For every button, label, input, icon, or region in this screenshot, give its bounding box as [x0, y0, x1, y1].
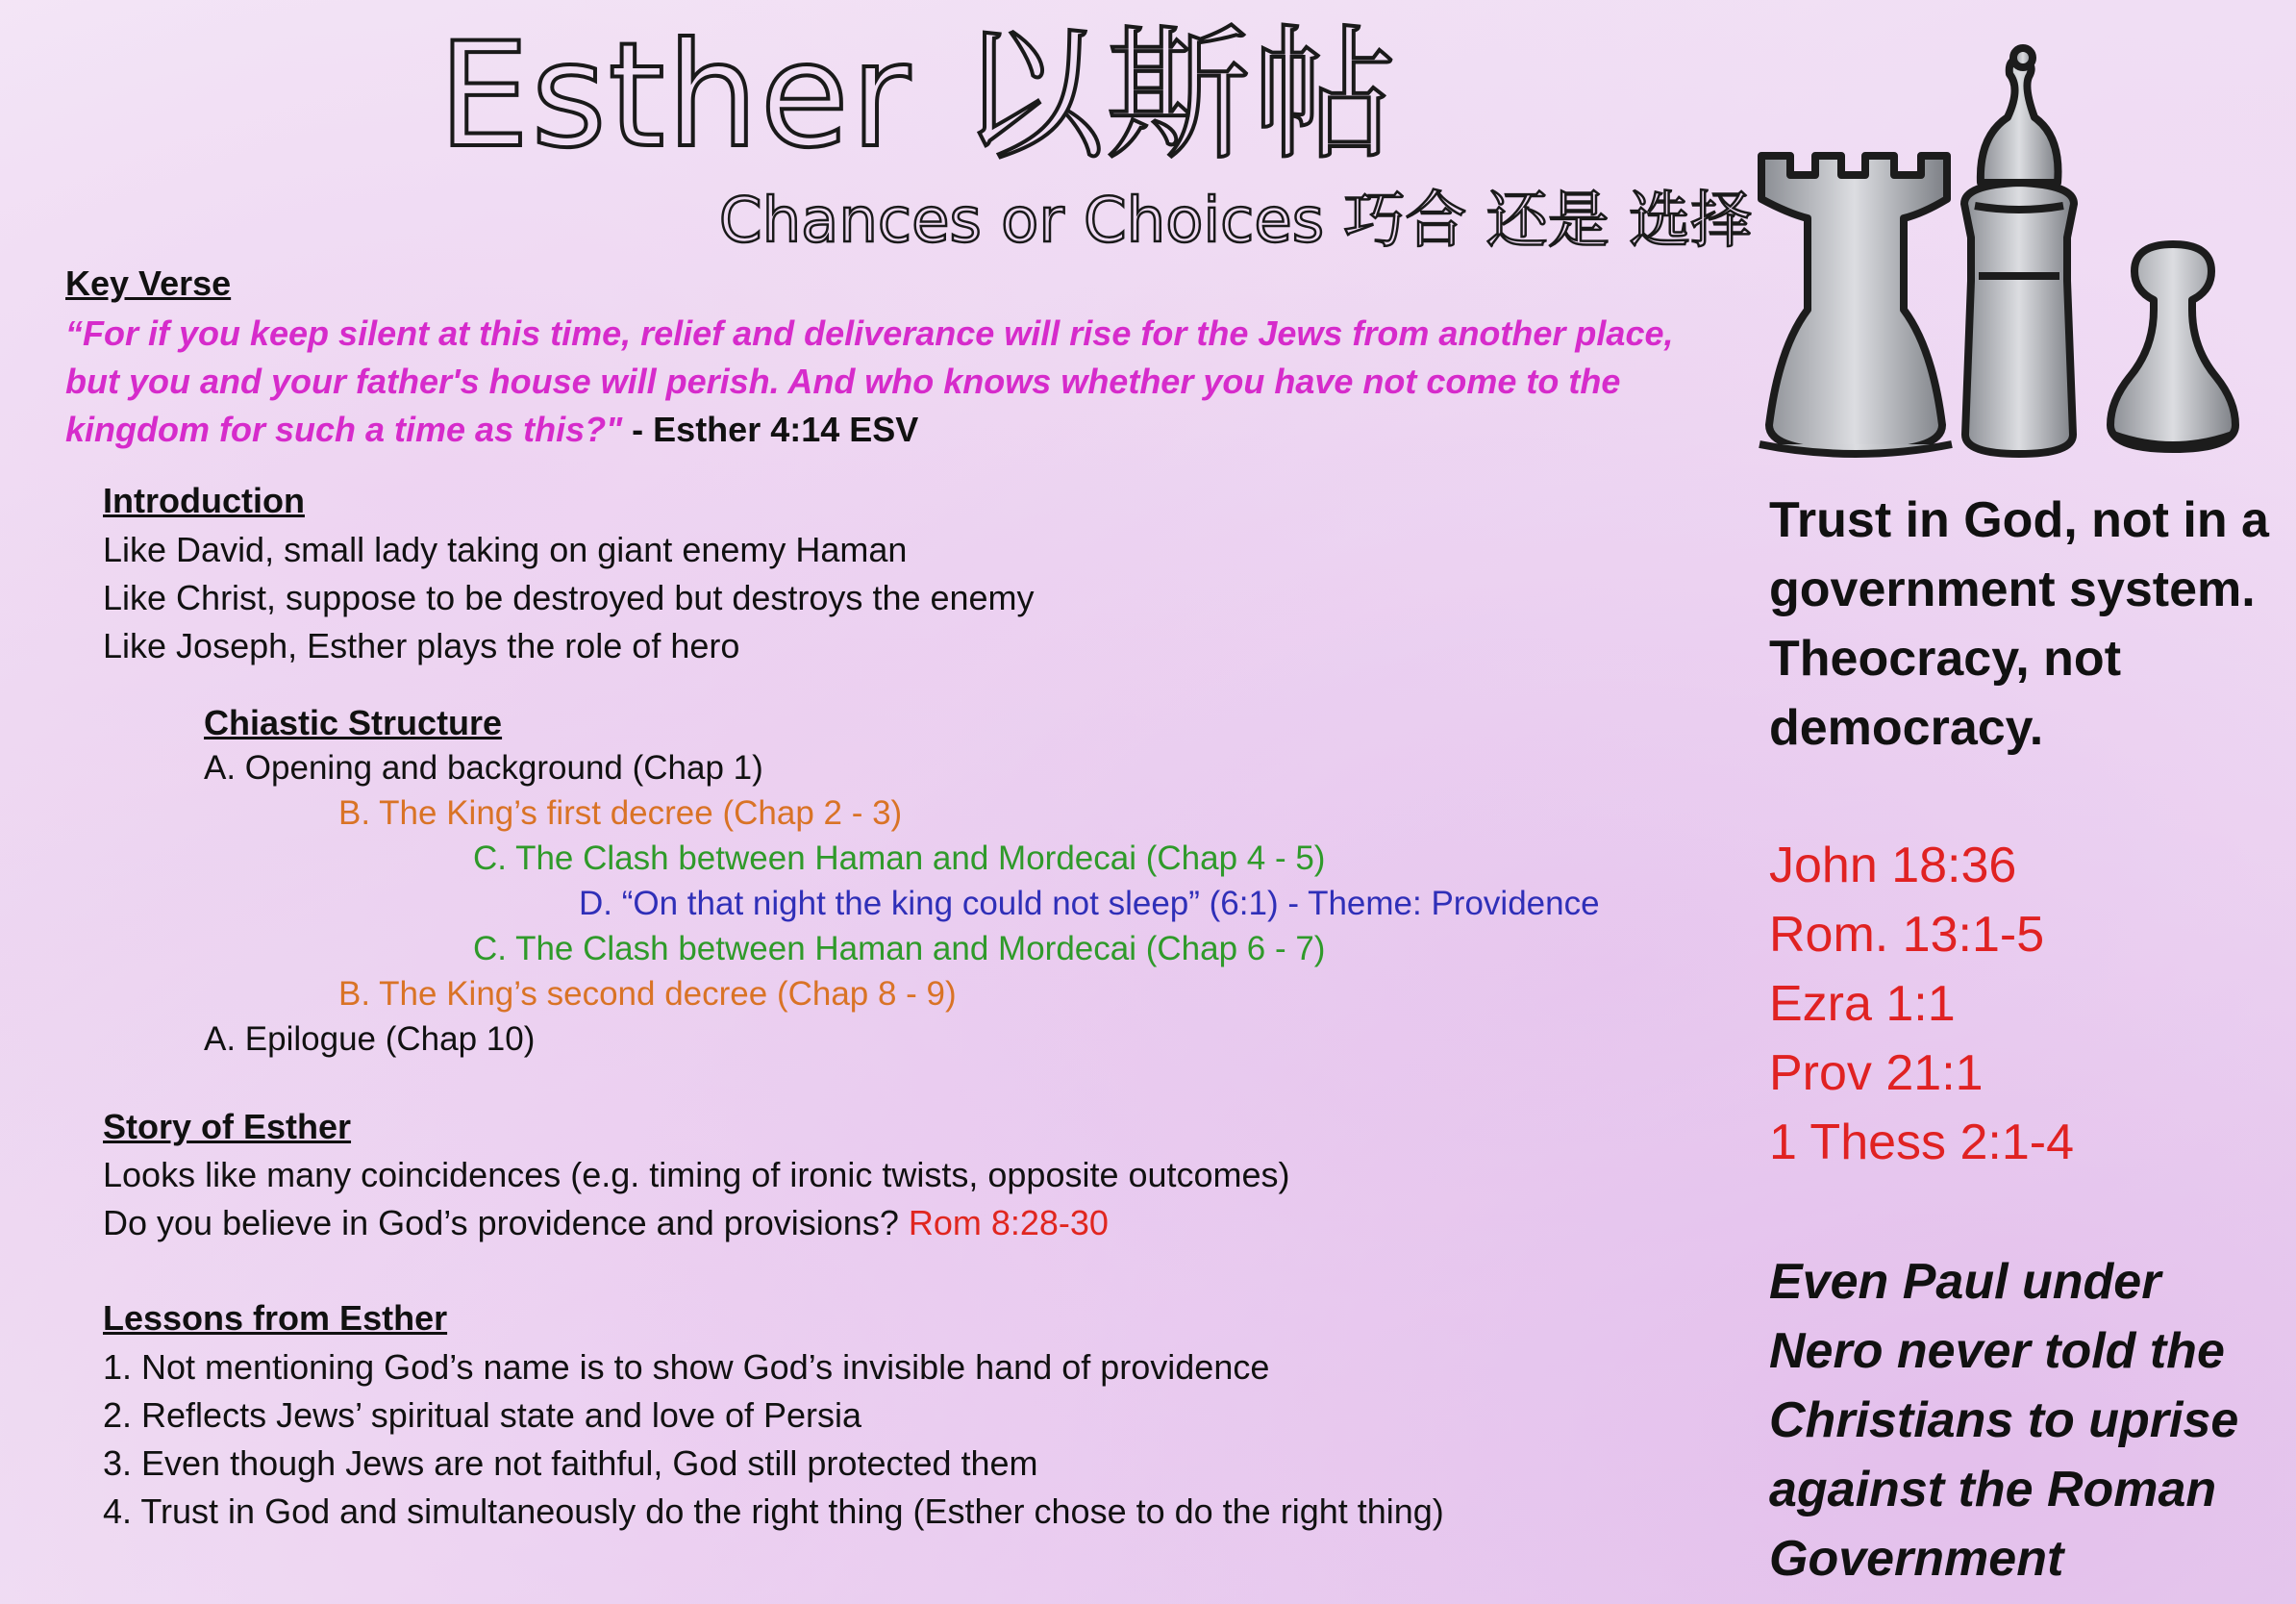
sidebar-closing-line: Government: [1769, 1531, 2064, 1587]
chiastic-item-b-first: B. The King’s first decree (Chap 2 - 3): [338, 794, 903, 832]
key-verse-heading: Key Verse: [65, 263, 232, 303]
lesson-item: 4. Trust in God and simultaneously do the right thing (Esther chose to do the right thing): [103, 1491, 1444, 1531]
sidebar-reference: 1 Thess 2:1-4: [1769, 1115, 2075, 1170]
sidebar-statement-line: democracy.: [1769, 700, 2044, 756]
sidebar-closing-line: Christians to uprise: [1769, 1392, 2239, 1448]
chiastic-item-d-center: D. “On that night the king could not sleep” (6:1) - Theme: Providence: [579, 885, 1600, 922]
chiastic-item-c-first: C. The Clash between Haman and Mordecai (Chap 4 - 5): [473, 840, 1326, 877]
sidebar-statement-line: Theocracy, not: [1769, 631, 2122, 687]
chiastic-heading: Chiastic Structure: [204, 703, 503, 742]
lessons-heading: Lessons from Esther: [103, 1298, 448, 1338]
sidebar-closing-line: Even Paul under: [1769, 1254, 2161, 1310]
chiastic-item-a-close: A. Epilogue (Chap 10): [204, 1020, 536, 1058]
sidebar-statement-line: Trust in God, not in a: [1769, 492, 2269, 548]
sidebar-reference: Prov 21:1: [1769, 1045, 1984, 1101]
sidebar-reference: Ezra 1:1: [1769, 976, 1956, 1032]
story-line: Looks like many coincidences (e.g. timing of ironic twists, opposite outcomes): [103, 1155, 1290, 1194]
lesson-item: 2. Reflects Jews’ spiritual state and love of Persia: [103, 1395, 862, 1435]
key-verse-quote: “For if you keep silent at this time, relief and deliverance will rise for the Jews from another place, but you and your father's house will perish. And who knows whether you have not come to the kingdom for such a time as this?": [65, 313, 1674, 449]
introduction-line: Like Christ, suppose to be destroyed but destroys the enemy: [103, 578, 1035, 617]
page-subtitle: Chances or Choices 巧合 还是 选择: [718, 186, 1753, 257]
story-reference: Rom 8:28-30: [908, 1203, 1109, 1242]
sidebar-reference: John 18:36: [1769, 838, 2017, 893]
page-title: Esther 以斯帖: [437, 13, 1399, 180]
introduction-line: Like David, small lady taking on giant enemy Haman: [103, 530, 908, 569]
sidebar-reference: Rom. 13:1-5: [1769, 907, 2045, 963]
key-verse-text: [65, 310, 1719, 454]
sidebar-statement-line: government system.: [1769, 562, 2256, 617]
chess-pieces-icon: [1750, 21, 2250, 464]
lesson-item: 3. Even though Jews are not faithful, God still protected them: [103, 1443, 1038, 1483]
sidebar-closing-line: against the Roman: [1769, 1462, 2217, 1517]
lesson-item: 1. Not mentioning God’s name is to show God’s invisible hand of providence: [103, 1347, 1270, 1387]
introduction-line: Like Joseph, Esther plays the role of hero: [103, 626, 740, 665]
chiastic-item-c-second: C. The Clash between Haman and Mordecai (Chap 6 - 7): [473, 930, 1326, 967]
chiastic-item-a-open: A. Opening and background (Chap 1): [204, 749, 763, 787]
story-question: Do you believe in God’s providence and provisions?: [103, 1203, 909, 1242]
introduction-heading: Introduction: [103, 481, 305, 520]
key-verse-reference: - Esther 4:14 ESV: [622, 410, 919, 449]
story-heading: Story of Esther: [103, 1107, 352, 1146]
chiastic-item-b-second: B. The King’s second decree (Chap 8 - 9): [338, 975, 957, 1013]
story-line: [103, 1199, 1109, 1247]
sidebar-closing-line: Nero never told the: [1769, 1323, 2225, 1379]
